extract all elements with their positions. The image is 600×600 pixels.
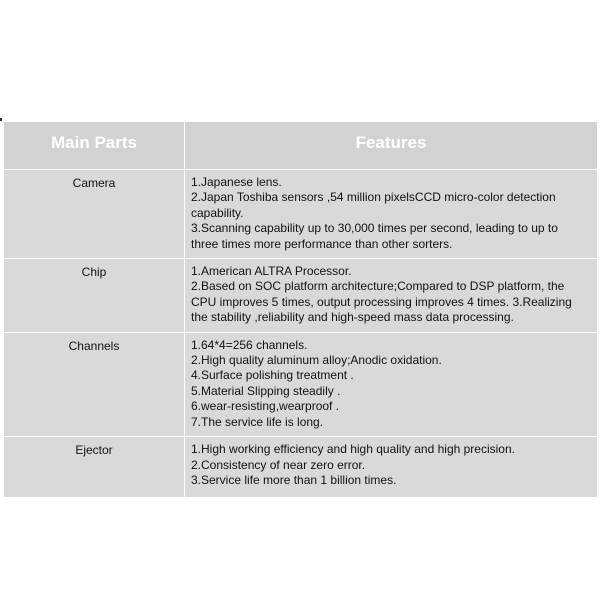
part-name-channels: Channels (4, 332, 185, 436)
feature-item: 3.Scanning capability up to 30,000 times per second, leading to up to three times more performance than other sorters. (191, 221, 558, 251)
feature-item: 6.wear-resisting,wearproof . (191, 399, 340, 414)
feature-item: 1.High working efficiency and high quality and high precision. (191, 442, 515, 457)
header-features: Features (185, 122, 598, 170)
feature-item: 1.Japanese lens. (191, 175, 282, 189)
feature-item: 4.Surface polishing treatment . (191, 368, 354, 383)
table-row-ejector (4, 437, 598, 498)
feature-item: 7.The service life is long. (191, 414, 324, 429)
table-row-channels (4, 332, 598, 436)
feature-item: 1.64*4=256 channels. (191, 337, 308, 352)
feature-item: 3.Service life more than 1 billion times. (191, 472, 397, 487)
features-camera (185, 170, 598, 259)
feature-item: 2.Based on SOC platform architecture;Compared to DSP platform, the CPU improves 5 times, output processing improves 4 times. 3.Realizing the stability ,reliability and high-speed mass data processing. (191, 279, 572, 325)
features-channels (185, 332, 598, 436)
header-row (4, 122, 598, 170)
feature-item: 2.Consistency of near zero error. (191, 457, 366, 472)
part-name-chip: Chip (4, 259, 185, 333)
feature-item: 1.American ALTRA Processor. (191, 264, 352, 279)
feature-item: 2.High quality aluminum alloy;Anodic oxidation. (191, 353, 442, 368)
part-name-camera: Camera (4, 170, 185, 259)
features-chip (185, 259, 598, 333)
feature-item: 5.Material Slipping steadily . (191, 383, 341, 398)
feature-item: 2.Japan Toshiba sensors ,54 million pixelsCCD micro-color detection capability. (191, 190, 556, 220)
edge-mark (0, 118, 2, 121)
table-row-camera (4, 170, 598, 259)
header-main-parts: Main Parts (4, 122, 185, 170)
main-parts-table (3, 121, 598, 498)
part-name-ejector: Ejector (4, 437, 185, 498)
features-ejector (185, 437, 598, 498)
table-row-chip (4, 259, 598, 333)
